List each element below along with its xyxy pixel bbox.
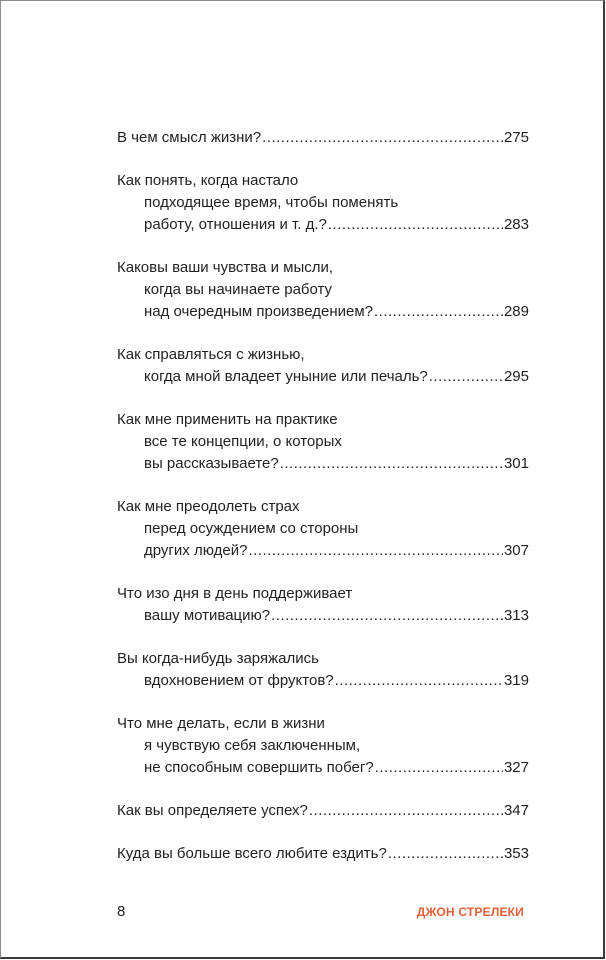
toc-entry-title: вы рассказываете? — [144, 455, 279, 472]
dot-leader — [248, 540, 503, 562]
toc-entry-line — [117, 583, 529, 605]
toc-entry-title: Как справляться с жизнью, — [117, 346, 305, 363]
dot-leader — [388, 843, 503, 865]
toc-entry-title: все те концепции, о которых — [144, 433, 342, 450]
toc-entry-title: когда вы начинаете работу — [144, 281, 333, 298]
toc-page-number: 313 — [503, 607, 529, 624]
toc-entry[interactable] — [117, 800, 529, 822]
toc-entry-line — [117, 540, 529, 562]
toc-entry-line — [117, 279, 529, 301]
table-of-contents — [117, 127, 529, 886]
toc-entry-line — [117, 800, 529, 822]
toc-entry[interactable] — [117, 257, 529, 323]
toc-entry[interactable] — [117, 648, 529, 692]
toc-entry-line — [117, 453, 529, 475]
toc-entry-title: перед осуждением со стороны — [144, 520, 359, 537]
toc-entry-line — [117, 496, 529, 518]
toc-entry[interactable] — [117, 496, 529, 562]
dot-leader — [429, 366, 503, 388]
toc-entry[interactable] — [117, 344, 529, 388]
toc-page-number: 307 — [503, 542, 529, 559]
toc-entry-title: когда мной владеет уныние или печаль? — [144, 368, 428, 385]
toc-entry-title: не способным совершить побег? — [144, 759, 374, 776]
toc-entry-title: Что мне делать, если в жизни — [117, 715, 325, 732]
toc-entry-title: над очередным произведением? — [144, 303, 373, 320]
toc-entry-title: Как понять, когда настало — [117, 172, 299, 189]
running-footer-author: ДЖОН СТРЕЛЕКИ — [416, 905, 524, 919]
toc-page-number: 289 — [503, 303, 529, 320]
toc-entry[interactable] — [117, 170, 529, 236]
toc-page-number: 347 — [503, 802, 529, 819]
toc-entry-title: Что изо дня в день поддерживает — [117, 585, 353, 602]
toc-entry-line — [117, 843, 529, 865]
toc-page-number: 319 — [503, 672, 529, 689]
toc-page-number: 301 — [503, 455, 529, 472]
toc-page-number: 353 — [503, 845, 529, 862]
dot-leader — [309, 800, 503, 822]
toc-entry[interactable] — [117, 583, 529, 627]
toc-entry-line — [117, 670, 529, 692]
toc-entry-title: вдохновением от фруктов? — [144, 672, 334, 689]
toc-entry-line — [117, 366, 529, 388]
toc-entry-line — [117, 257, 529, 279]
dot-leader — [375, 757, 503, 779]
toc-entry-title: Как мне преодолеть страх — [117, 498, 300, 515]
dot-leader — [374, 301, 503, 323]
toc-entry-title: работу, отношения и т. д.? — [144, 216, 327, 233]
dot-leader — [271, 605, 503, 627]
toc-entry-title: других людей? — [144, 542, 248, 559]
dot-leader — [328, 214, 503, 236]
toc-page-number: 283 — [503, 216, 529, 233]
toc-entry-line — [117, 301, 529, 323]
toc-entry-line — [117, 127, 529, 149]
toc-entry-line — [117, 735, 529, 757]
toc-page-number: 295 — [503, 368, 529, 385]
toc-entry-line — [117, 344, 529, 366]
toc-entry-line — [117, 170, 529, 192]
toc-entry-title: Как мне применить на практике — [117, 411, 338, 428]
toc-entry-title: Как вы определяете успех? — [117, 802, 308, 819]
page-number: 8 — [117, 903, 126, 920]
toc-entry-line — [117, 648, 529, 670]
toc-entry-line — [117, 757, 529, 779]
toc-page-number: 327 — [503, 759, 529, 776]
toc-entry-title: В чем смысл жизни? — [117, 129, 262, 146]
dot-leader — [262, 127, 503, 149]
toc-entry-line — [117, 214, 529, 236]
toc-entry-line — [117, 518, 529, 540]
toc-entry-line — [117, 431, 529, 453]
toc-page-number: 275 — [503, 129, 529, 146]
toc-entry-title: Вы когда-нибудь заряжались — [117, 650, 319, 667]
toc-entry-title: Куда вы больше всего любите ездить? — [117, 845, 387, 862]
toc-entry-line — [117, 409, 529, 431]
toc-entry-title: подходящее время, чтобы поменять — [144, 194, 399, 211]
toc-entry-line — [117, 192, 529, 214]
toc-entry-line — [117, 605, 529, 627]
toc-entry[interactable] — [117, 843, 529, 865]
toc-entry-line — [117, 713, 529, 735]
toc-entry[interactable] — [117, 713, 529, 779]
dot-leader — [335, 670, 503, 692]
toc-entry-title: я чувствую себя заключенным, — [144, 737, 361, 754]
toc-entry-title: Каковы ваши чувства и мысли, — [117, 259, 334, 276]
toc-entry[interactable] — [117, 127, 529, 149]
toc-entry[interactable] — [117, 409, 529, 475]
toc-entry-title: вашу мотивацию? — [144, 607, 271, 624]
dot-leader — [280, 453, 503, 475]
